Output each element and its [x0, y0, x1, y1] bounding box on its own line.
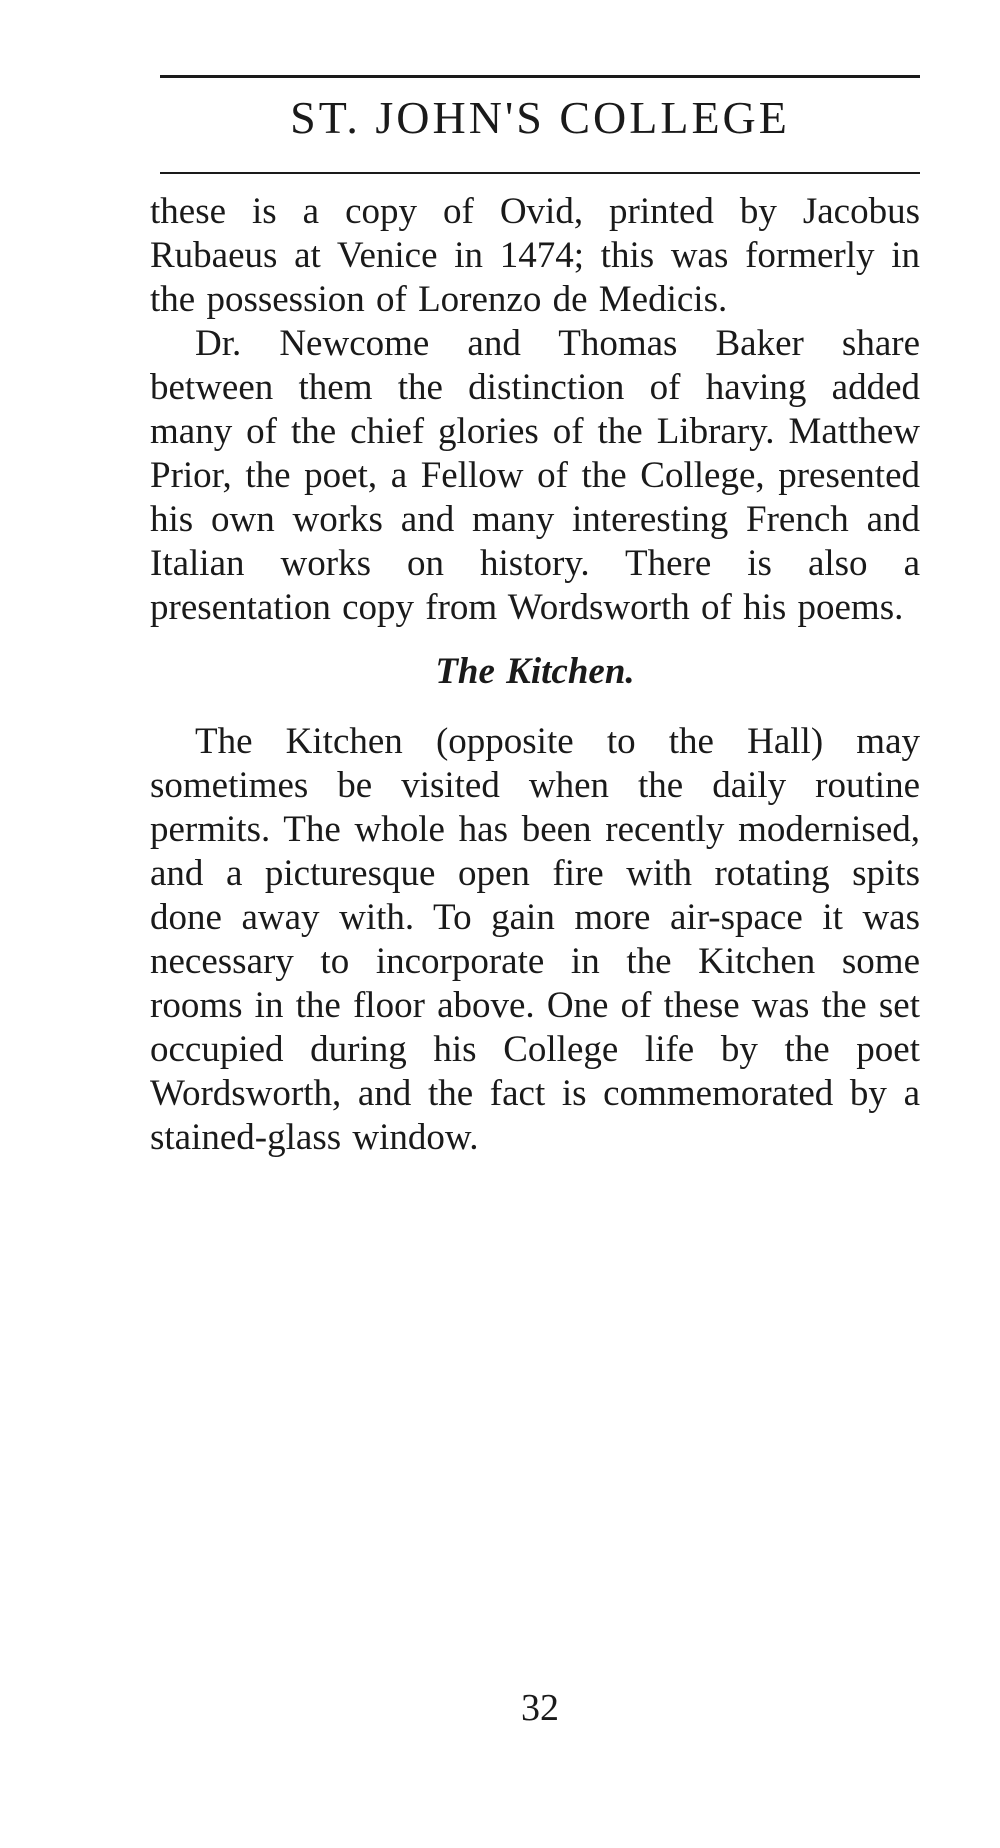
- body-text: [150, 190, 920, 1160]
- page-number: 32: [521, 1687, 559, 1729]
- header-bottom-rule: [160, 172, 920, 174]
- paragraph-library-donors: Dr. Newcome and Thomas Baker share between them the distinction of having added many of the chief glories of the Library. Matthew Prior, the poet, a Fellow of the College, presented his own works and many interesting French and Italian works on history. There is also a presentation copy from Wordsworth of his poems.: [150, 323, 920, 628]
- section-heading-kitchen: The Kitchen.: [435, 651, 635, 692]
- header-top-rule: [160, 75, 920, 78]
- paragraph-ovid-continuation: these is a copy of Ovid, printed by Jacobus Rubaeus at Venice in 1474; this was formerly in the possession of Lorenzo de Medicis.: [150, 191, 920, 320]
- paragraph-kitchen: The Kitchen (opposite to the Hall) may sometimes be visited when the daily routine permits. The whole has been recently modernised, and a picturesque open fire with rotating spits done away with. To gain more air-space it was necessary to incorporate in the Kitchen some rooms in the floor above. One of these was the set occupied during his College life by the poet Wordsworth, and the fact is commemorated by a stained-glass window.: [150, 721, 920, 1158]
- book-page: [150, 0, 920, 1848]
- running-head-title: ST. JOHN'S COLLEGE: [290, 92, 790, 143]
